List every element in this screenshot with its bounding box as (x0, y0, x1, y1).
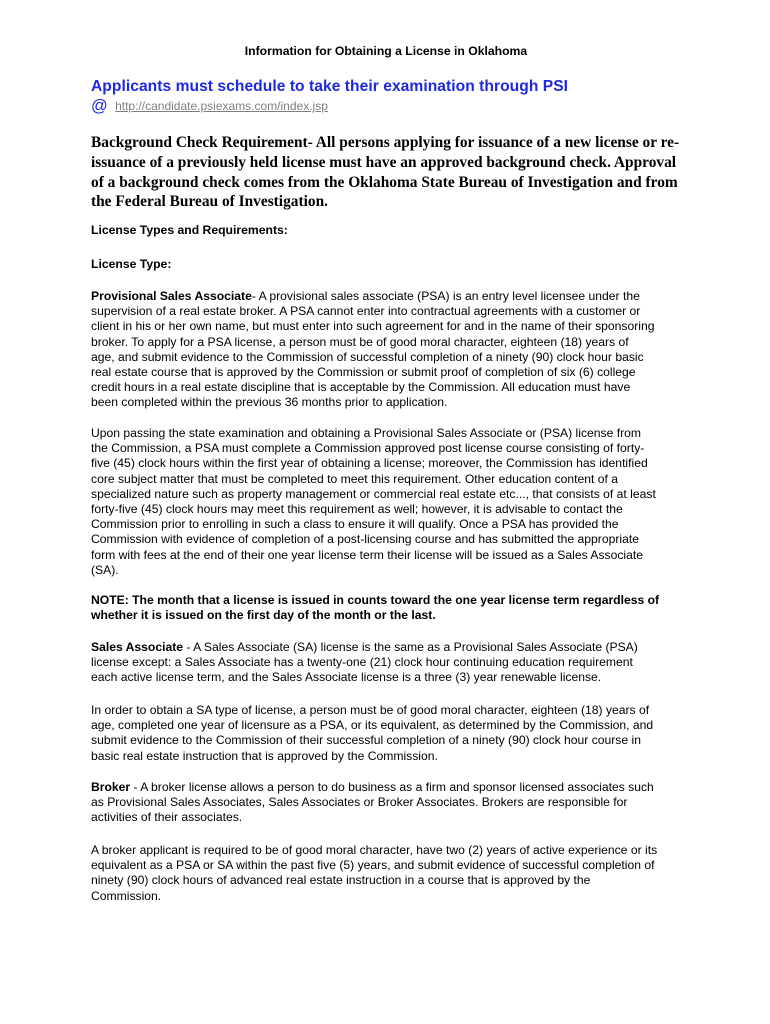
text-line (91, 289, 691, 304)
text-line: the Commission, a PSA must complete a Commission approved post license course consisting of forty- (91, 441, 645, 456)
broker-intro: - A broker license allows a person to do business as a firm and sponsor licensed associates such (130, 780, 654, 794)
psi-exam-heading: Applicants must schedule to take their examination through PSI (91, 78, 569, 95)
text-line: five (45) clock hours within the first year of obtaining a license; moreover, the Commission has identified (91, 456, 648, 471)
text-line: activities of their associates. (91, 810, 243, 825)
broker-term: Broker (91, 780, 131, 794)
text-line: as Provisional Sales Associates, Sales Associates or Broker Associates. Brokers are responsible for (91, 795, 628, 810)
psa-term: Provisional Sales Associate (91, 289, 252, 303)
text-line: A broker applicant is required to be of good moral character, have two (2) years of active experience or its (91, 843, 658, 857)
text-line: the Federal Bureau of Investigation. (91, 193, 328, 211)
psa-paragraph (91, 289, 691, 411)
text-line: forty-five (45) clock hours may meet this requirement as well; however, it is advisable to contact the (91, 502, 623, 517)
at-icon: @ (91, 97, 108, 115)
text-line: Commission. (91, 888, 162, 903)
text-line: credit hours in a real estate discipline that is acceptable by the Commission. All education must have (91, 380, 631, 395)
text-line: specialized nature such as property management or commercial real estate etc..., that consists of at least (91, 486, 656, 501)
license-type-label: License Type: (91, 257, 172, 271)
text-line: age, and submit evidence to the Commission of successful completion of a ninety (90) clock hour basic (91, 349, 644, 364)
text-line: age, completed one year of licensure as a PSA, or its equivalent, as determined by the Commission, and (91, 718, 654, 733)
text-line: Commission prior to enrolling in such a class to ensure it will qualify. Once a PSA has provided the (91, 517, 619, 532)
psa-post-license-paragraph (91, 426, 691, 578)
text-line: of a background check comes from the Oklahoma State Bureau of Investigation and from (91, 173, 678, 191)
text-line: NOTE: The month that a license is issued in counts toward the one year license term regardless of (91, 593, 660, 607)
text-line: core subject matter that must be completed to meet this requirement. Other education content of a (91, 471, 619, 486)
text-line: equivalent as a PSA or SA within the past five (5) years, and submit evidence of successful completion of (91, 858, 655, 873)
background-check-requirement (91, 133, 686, 212)
broker-requirements-paragraph (91, 843, 691, 904)
text-line: Commission with evidence of completion of a post-licensing course and has submitted the appropriate (91, 532, 639, 547)
license-term-note (91, 593, 691, 623)
broker-paragraph (91, 780, 691, 826)
text-line: supervision of a real estate broker. A PSA cannot enter into contractual agreements with a customer or (91, 304, 641, 319)
text-line: form with fees at the end of their one year license term their license will be issued as a Sales Associate (91, 547, 644, 562)
license-types-heading: License Types and Requirements: (91, 223, 288, 237)
document-title: Information for Obtaining a License in Oklahoma (244, 44, 528, 58)
text-line: In order to obtain a SA type of license, a person must be of good moral character, eighteen (18) years of (91, 703, 650, 717)
text-line (91, 780, 691, 795)
text-line: ninety (90) clock hours of advanced real estate instruction in a course that is approved by the (91, 873, 591, 888)
text-line: client in his or her own name, but must enter into such agreement for and in the name of their sponsoring (91, 319, 655, 334)
psi-exams-link[interactable]: http://candidate.psiexams.com/index.jsp (115, 99, 328, 113)
text-line: Background Check Requirement- All persons applying for issuance of a new license or re- (91, 134, 680, 151)
sa-requirements-paragraph (91, 703, 691, 764)
text-line: basic real estate instruction that is approved by the Commission. (91, 748, 438, 763)
text-line: been completed within the previous 36 months prior to application. (91, 395, 448, 410)
text-line: submit evidence to the Commission of their successful completion of a ninety (90) clock hour course in (91, 733, 641, 748)
text-line (91, 640, 691, 655)
psi-link-line (91, 97, 328, 116)
text-line: broker. To apply for a PSA license, a person must be of good moral character, eighteen (18) years of (91, 334, 629, 349)
text-line: license except: a Sales Associate has a twenty-one (21) clock hour continuing education requirement (91, 655, 633, 670)
text-line: (SA). (91, 562, 119, 577)
text-line: issuance of a previously held license must have an approved background check. Approval (91, 153, 677, 171)
psa-intro: - A provisional sales associate (PSA) is an entry level licensee under the (251, 289, 640, 303)
text-line: real estate course that is approved by the Commission or submit proof of completion of six (6) college (91, 365, 636, 380)
sa-intro: - A Sales Associate (SA) license is the same as a Provisional Sales Associate (PSA) (183, 640, 638, 654)
sa-paragraph (91, 640, 691, 686)
text-line: whether it is issued on the first day of the month or the last. (91, 608, 436, 623)
text-line: each active license term, and the Sales Associate license is a three (3) year renewable license. (91, 670, 602, 685)
sa-term: Sales Associate (91, 640, 184, 654)
text-line: Upon passing the state examination and obtaining a Provisional Sales Associate or (PSA) license from (91, 426, 642, 440)
